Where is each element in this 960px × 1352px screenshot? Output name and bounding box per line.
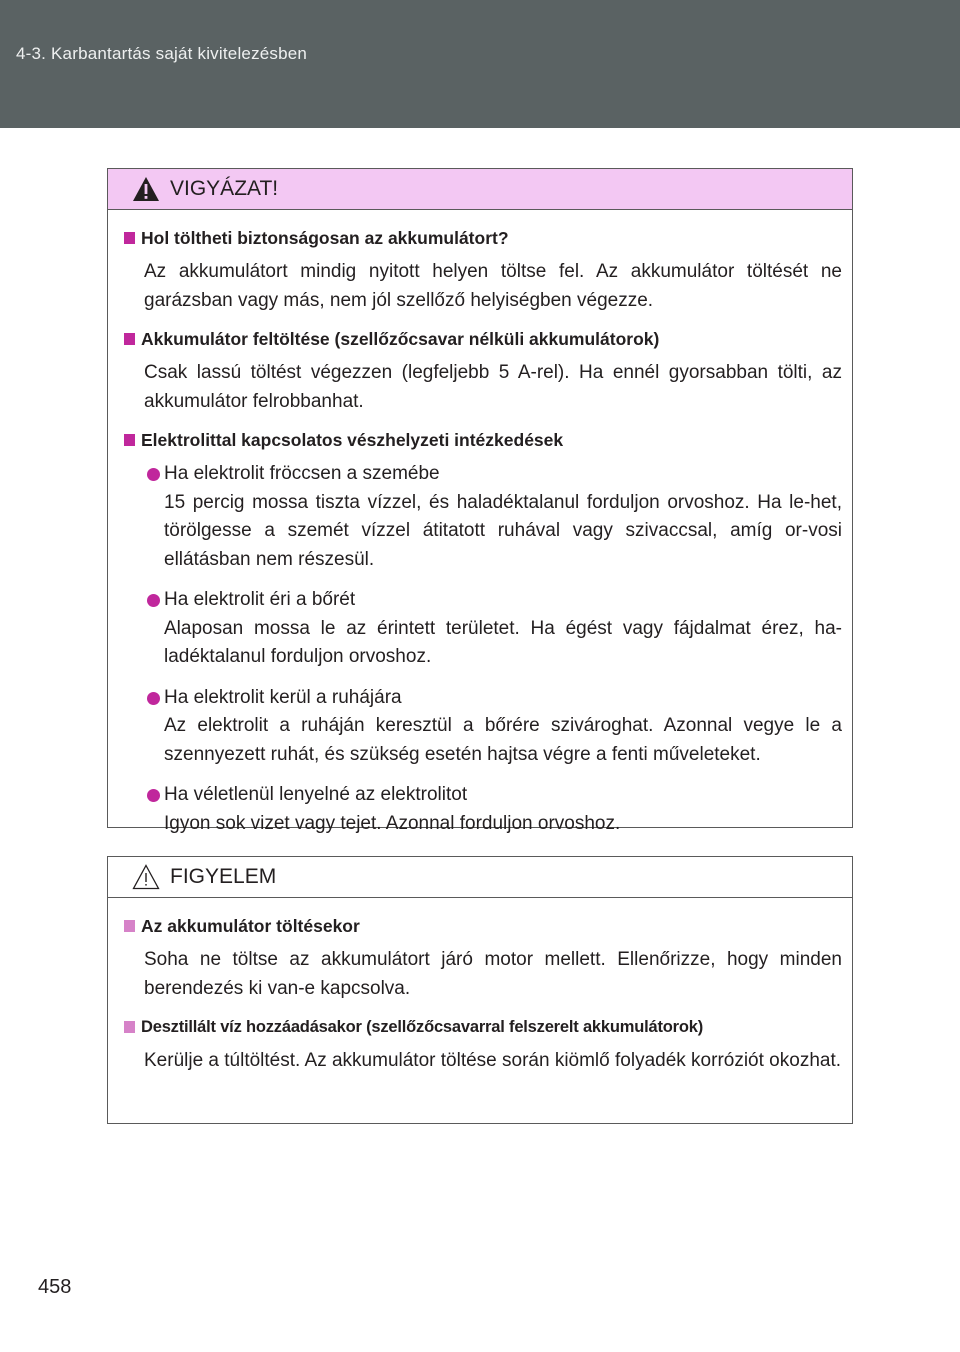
square-bullet-icon — [124, 434, 135, 446]
bullet-heading: Ha véletlenül lenyelné az elektrolitot — [164, 784, 468, 805]
list-item — [124, 781, 842, 838]
list-item — [124, 586, 842, 672]
square-bullet-icon — [124, 920, 135, 932]
notice-box — [107, 856, 853, 1124]
section-title: Hol töltheti biztonságosan az akkumulátort? — [124, 226, 842, 250]
list-item — [124, 460, 842, 574]
warning-label: VIGYÁZAT! — [170, 177, 279, 200]
section-text: Soha ne töltse az akkumulátort járó motor mellett. Ellenőrizze, hogy minden berendezés ki van-e kapcsolva. — [144, 949, 842, 999]
square-bullet-icon — [124, 333, 135, 345]
warning-box-header — [108, 169, 852, 210]
page-number: 458 — [38, 1276, 72, 1298]
square-bullet-icon — [124, 1021, 135, 1033]
bullet-text: 15 percig mossa tiszta vízzel, és haladéktalanul forduljon orvoshoz. Ha le-het, törölgesse a szemét vízzel átitatott ruhával vagy szivaccsal, amíg or-vosi ellátásban nem részesül. — [164, 491, 842, 570]
section-text: Kerülje a túltöltést. Az akkumulátor töltése során kiömlő folyadék korróziót okozhat. — [144, 1050, 842, 1071]
warning-box — [107, 168, 853, 834]
bullet-heading: Ha elektrolit éri a bőrét — [164, 589, 356, 610]
bullet-heading: Ha elektrolit kerül a ruhájára — [164, 686, 402, 708]
chapter-title: 4-3. Karbantartás saját kivitelezésben — [16, 44, 308, 63]
circle-bullet-icon — [147, 468, 160, 481]
section-text: Csak lassú töltést végezzen (legfeljebb 5 A-rel). Ha ennél gyorsabban tölti, az akkumulátor felrobbanhat. — [144, 362, 842, 412]
bullet-text: Igyon sok vizet vagy tejet. Azonnal forduljon orvoshoz. — [164, 812, 621, 834]
warning-box-body — [108, 210, 852, 838]
caution-triangle-icon — [132, 864, 160, 890]
circle-bullet-icon — [147, 692, 160, 705]
section-title: Desztillált víz hozzáadásakor (szellőzőcsavarral felszerelt akkumulátorok) — [124, 1015, 842, 1039]
notice-box-body — [108, 898, 852, 1076]
bullet-heading: Ha elektrolit fröccsen a szemébe — [164, 463, 440, 484]
list-item — [124, 684, 842, 770]
circle-bullet-icon — [147, 594, 160, 607]
warning-triangle-icon — [132, 176, 160, 202]
bullet-text: Az elektrolit a ruháján keresztül a bőrére szivároghat. Azonnal vegye le a szennyezett ruhát, és szükség esetén hajtsa végre a fenti műveleteket. — [164, 715, 842, 765]
section-title: Elektrolittal kapcsolatos vészhelyzeti intézkedések — [124, 428, 842, 452]
notice-label: FIGYELEM — [170, 865, 277, 888]
section-title: Akkumulátor feltöltése (szellőzőcsavar nélküli akkumulátorok) — [124, 327, 842, 351]
circle-bullet-icon — [147, 789, 160, 802]
section-text: Az akkumulátort mindig nyitott helyen töltse fel. Az akkumulátor töltését ne garázsban vagy más, nem jól szellőző helyiségben végezze. — [144, 261, 842, 311]
bullet-text: Alaposan mossa le az érintett területet. Ha égést vagy fájdalmat érez, ha-ladéktalanul forduljon orvoshoz. — [164, 617, 842, 667]
square-bullet-icon — [124, 232, 135, 244]
section-title: Az akkumulátor töltésekor — [124, 914, 842, 938]
page-header — [0, 0, 960, 128]
notice-box-header — [108, 857, 852, 898]
